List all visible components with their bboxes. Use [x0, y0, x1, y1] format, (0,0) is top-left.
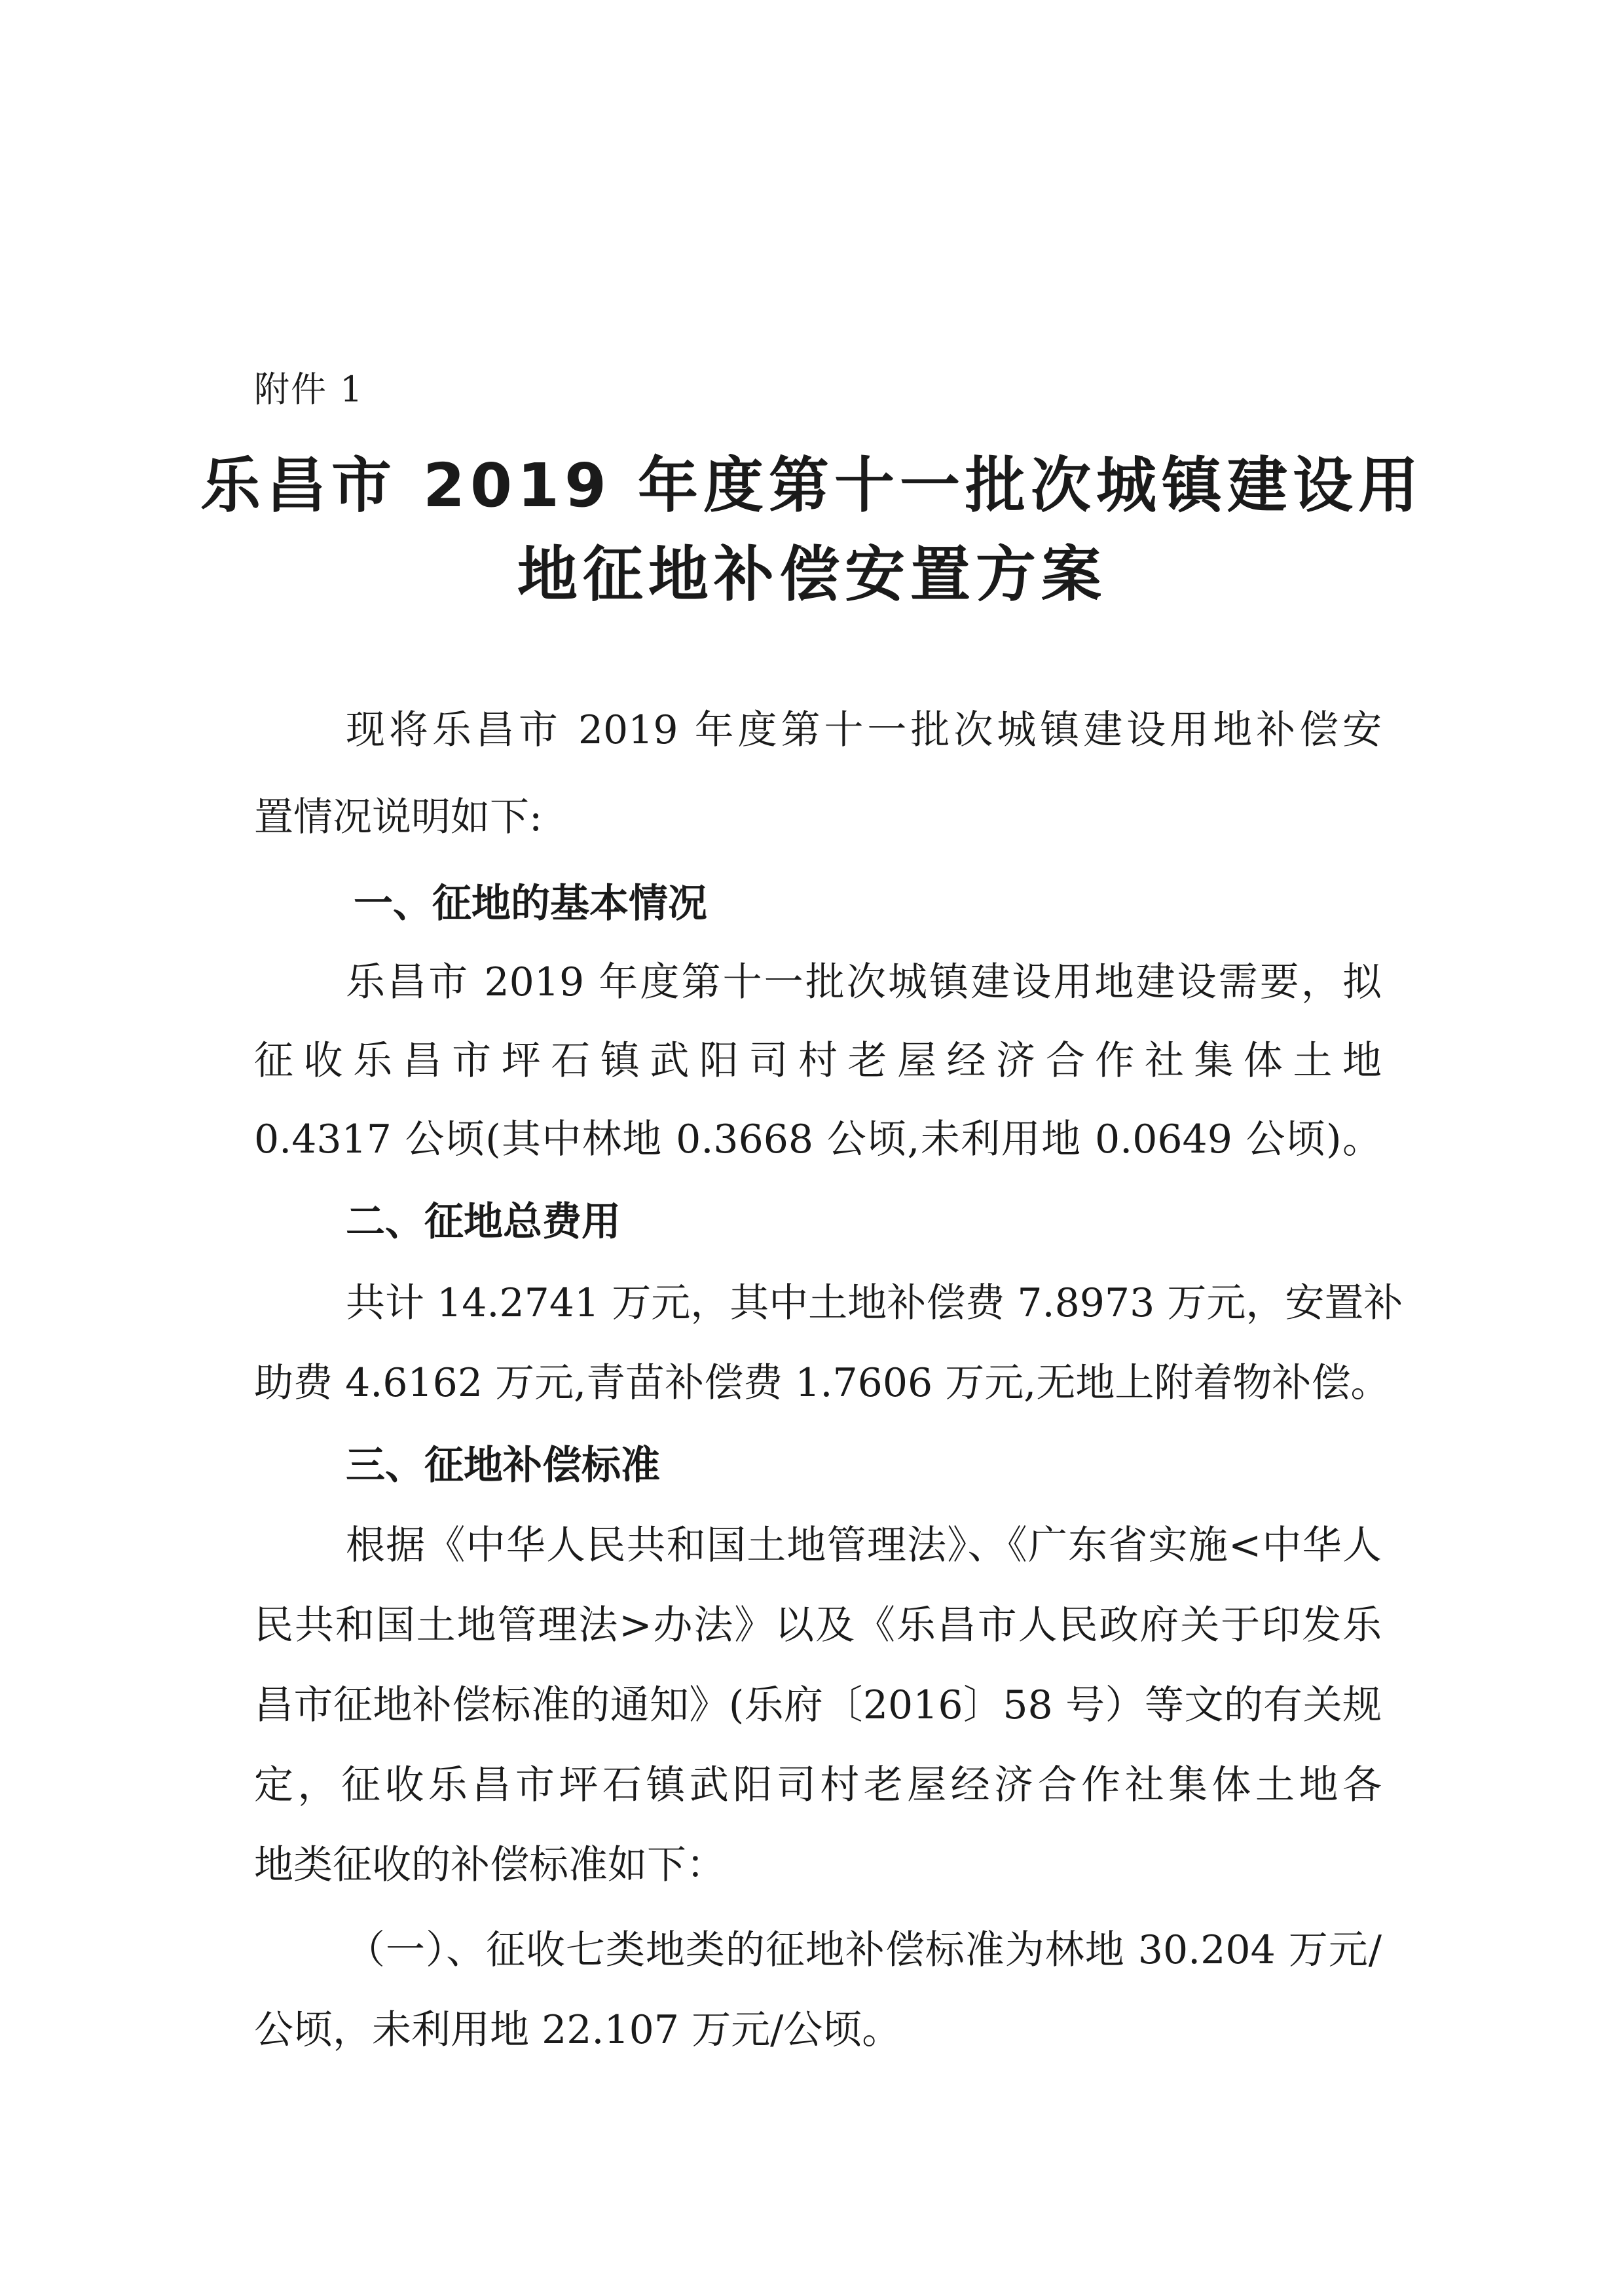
- intro-line-2: 置情况说明如下:: [254, 794, 543, 840]
- section-3-line-4: 定，征收乐昌市坪石镇武阳司村老屋经济合作社集体土地各: [254, 1762, 1382, 1808]
- section-1-line-2: 征收乐昌市坪石镇武阳司村老屋经济合作社集体土地: [254, 1038, 1382, 1084]
- attachment-label: 附件 1: [254, 369, 364, 410]
- section-3-item-1-line-1: （一）、征收七类地类的征地补偿标准为林地 30.204 万元/: [346, 1927, 1382, 1973]
- section-3-item-1-line-2: 公顷，未利用地 22.107 万元/公顷。: [254, 2007, 902, 2053]
- section-1-line-3: 0.4317 公顷(其中林地 0.3668 公顷,未利用地 0.0649 公顷)。: [254, 1117, 1382, 1162]
- section-2-line-1: 共计 14.2741 万元，其中土地补偿费 7.8973 万元，安置补: [346, 1280, 1403, 1326]
- document-title-line-2: 地征地补偿安置方案: [517, 540, 1107, 610]
- section-3-line-5: 地类征收的补偿标准如下：: [254, 1842, 726, 1888]
- section-1-heading: 一、征地的基本情况: [354, 881, 707, 927]
- section-3-line-3: 昌市征地补偿标准的通知》(乐府〔2016〕58 号）等文的有关规: [254, 1682, 1382, 1728]
- section-3-line-2: 民共和国土地管理法>办法》以及《乐昌市人民政府关于印发乐: [254, 1602, 1382, 1648]
- section-1-line-1: 乐昌市 2019 年度第十一批次城镇建设用地建设需要，拟: [346, 959, 1382, 1005]
- section-3-heading: 三、征地补偿标准: [346, 1443, 660, 1488]
- section-2-heading: 二、征地总费用: [346, 1199, 621, 1245]
- section-3-line-1: 根据《中华人民共和国土地管理法》、《广东省实施<中华人: [346, 1523, 1382, 1568]
- document-title-line-1: 乐昌市 2019 年度第十一批次城镇建设用: [200, 451, 1424, 521]
- intro-line-1: 现将乐昌市 2019 年度第十一批次城镇建设用地补偿安: [346, 707, 1382, 753]
- section-2-line-2: 助费 4.6162 万元,青苗补偿费 1.7606 万元,无地上附着物补偿。: [254, 1360, 1390, 1406]
